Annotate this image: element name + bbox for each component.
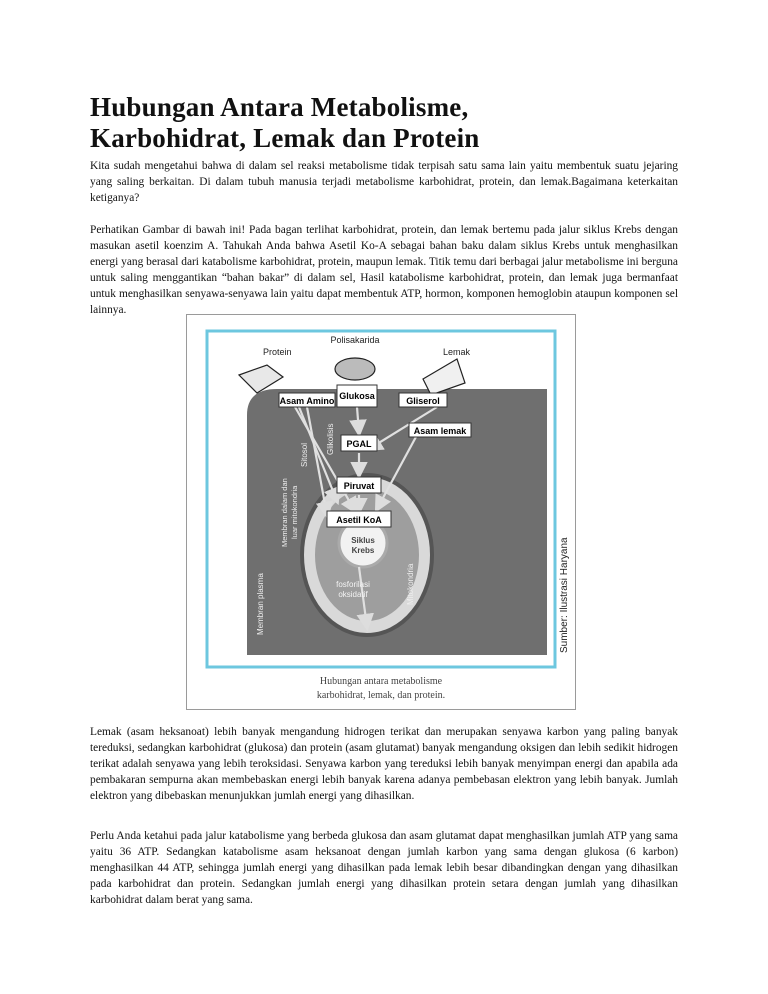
label-membran-plasma: Membran plasma: [256, 573, 265, 635]
title-line-1: Hubungan Antara Metabolisme,: [90, 92, 469, 122]
label-membran-dalam: Membran dalam dan: [280, 478, 289, 547]
caption-line-1: Hubungan antara metabolisme: [319, 676, 443, 687]
paragraph-figure-explanation: Perhatikan Gambar di bawah ini! Pada bagan terlihat karbohidrat, protein, dan lemak bertemu pada jalur siklus Krebs dengan masukan asetil koenzim A. Tahukah Anda bahwa Asetil Ko-A sebagai bahan baku dalam siklus Krebs untuk menghasilkan energi yang berasal dari katabolisme karbohidrat, protein, maupun lemak. Titik temu dari berbagai jalur metabolisme ini berguna untuk saling menggantikan “bahan bakar” di dalam sel, Hasil katabolisme karbohidrat, protein, dan lemak juga bermanfaat untuk menghasilkan senyawa-senyawa lain yaitu dapat membentuk ATP, hormon, komponen hemoglobin ataupun komponen sel lainnya.: [90, 224, 678, 316]
bread-icon: [335, 358, 375, 380]
paragraph-atp: Perlu Anda ketahui pada jalur katabolisme yang berbeda glukosa dan asam glutamat dapat menghasilkan jumlah ATP yang sama yaitu 36 ATP. Sedangkan katabolisme asam heksanoat dengan jumlah karbon yang sama dengan glukosa (6 karbon) menghasilkan 44 ATP, sehingga jumlah energi yang dihasilkan pada lemak lebih besar dibandingkan dengan yang dihasilkan pada karbohidrat dan protein. Sedangkan jumlah energi yang dihasilkan protein setara dengan jumlah yang dihasilkan karbohidrat dalam berat yang sama.: [90, 830, 678, 906]
label-piruvat: Piruvat: [343, 481, 375, 491]
label-krebs: Krebs: [351, 546, 375, 555]
label-fosforilasi: fosforilasi: [336, 580, 370, 589]
label-asam-amino: Asam Amino: [279, 396, 335, 406]
label-asam-lemak: Asam lemak: [413, 426, 467, 436]
figure-caption: [187, 675, 575, 703]
article: [90, 92, 678, 318]
label-lemak: Lemak: [443, 347, 471, 357]
label-siklus: Siklus: [351, 536, 375, 545]
label-oksidatif: oksidatif: [338, 590, 368, 599]
label-gliserol: Gliserol: [406, 396, 440, 406]
title-line-2: Karbohidrat, Lemak dan Protein: [90, 123, 480, 153]
label-sumber: Sumber: Ilustrasi Haryana: [559, 537, 570, 653]
label-asetil-koa: Asetil KoA: [336, 515, 382, 525]
label-pgal: PGAL: [346, 439, 372, 449]
label-sitosol: Sitosol: [300, 442, 309, 467]
paragraph-lemak: Lemak (asam heksanoat) lebih banyak mengandung hidrogen terikat dan merupakan senyawa karbon yang paling banyak tereduksi, sedangkan karbohidrat (glukosa) dan protein (asam glutamat) banyak mengandung oksigen dan lebih sedikit hidrogen terikat adalah senyawa yang lebih teroksidasi. Senyawa karbon yang tereduksi lebih banyak menyimpan energi dan apabila ada pembakaran sempurna akan membebaskan energi lebih banyak karena adanya pembebasan elektron yang lebih banyak. Jumlah elektron yang dibebaskan menunjukkan jumlah energi yang dihasilkan.: [90, 726, 678, 802]
metabolism-diagram: [187, 315, 575, 675]
label-protein: Protein: [263, 347, 292, 357]
metabolism-figure: [186, 314, 576, 710]
paragraph-intro: Kita sudah mengetahui bahwa di dalam sel reaksi metabolisme tidak terpisah satu sama lain yaitu membentuk suatu jejaring yang saling berkaitan. Di dalam tubuh manusia terjadi metabolisme karbohidrat, protein, dan lemak.Bagaimana keterkaitan ketiganya?: [90, 160, 678, 204]
page-title: [90, 92, 678, 154]
label-polisakarida: Polisakarida: [330, 335, 380, 345]
label-mitokondria: Mitokondria: [406, 563, 415, 605]
label-glikolisis: Glikolisis: [326, 423, 335, 455]
label-glukosa: Glukosa: [339, 391, 375, 401]
caption-line-2: karbohidrat, lemak, dan protein.: [316, 690, 446, 701]
label-luar-mitokondria: luar mitokondria: [290, 485, 299, 539]
